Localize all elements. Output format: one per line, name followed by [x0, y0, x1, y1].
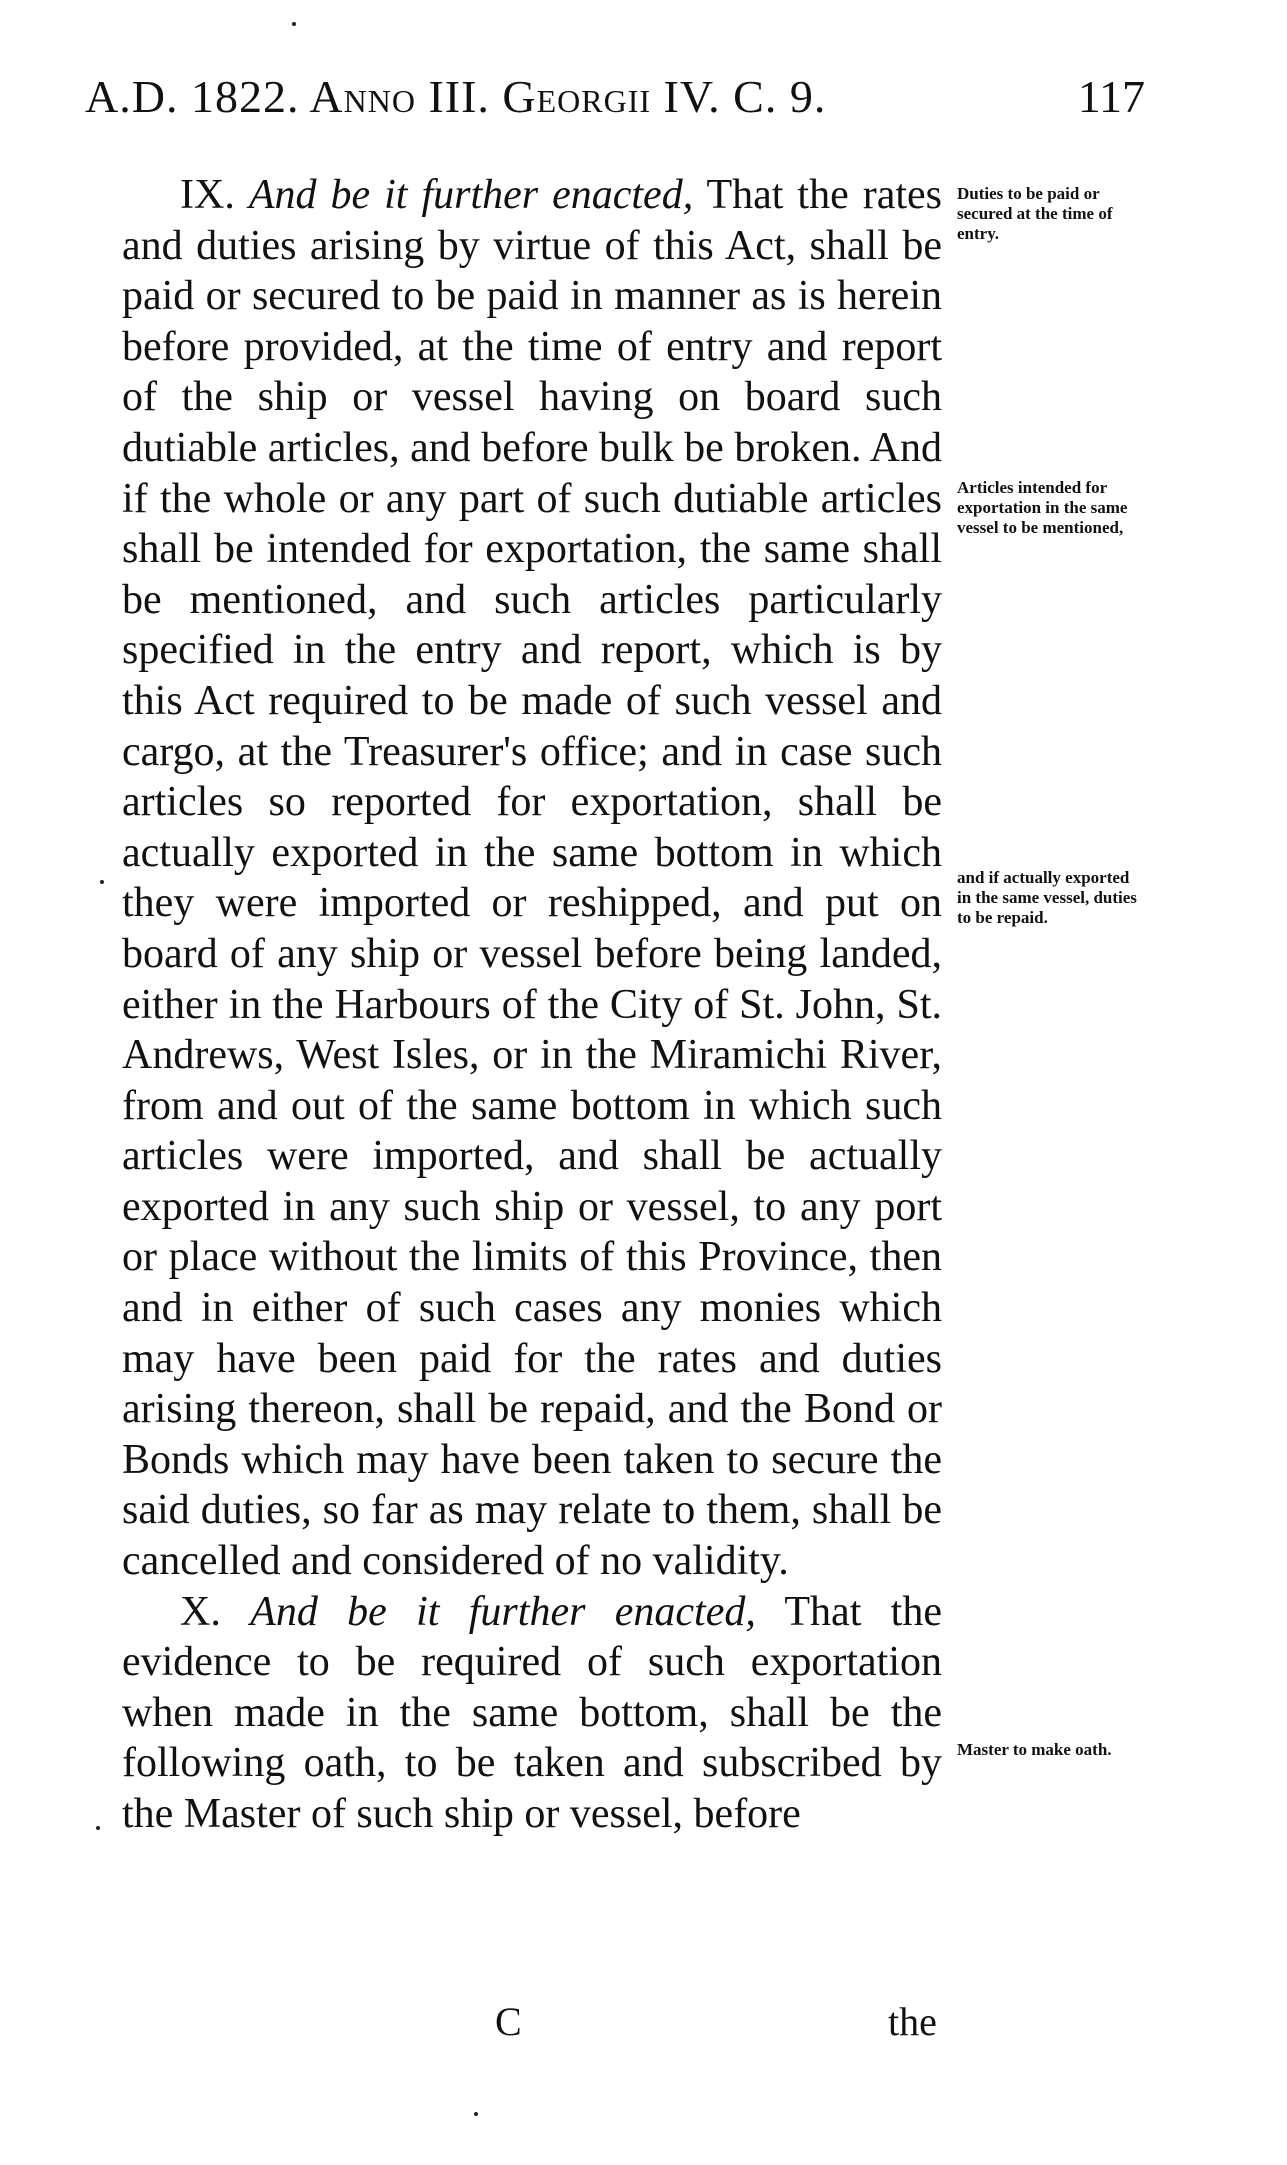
section-number: IX. — [180, 172, 235, 218]
margin-note-oath: Master to make oath. — [957, 1740, 1112, 1759]
signature-mark: C — [495, 1999, 522, 2044]
section-x — [122, 1587, 942, 1840]
enacting-clause: And be it further enacted, — [248, 172, 694, 218]
enacting-clause: And be it further enacted, — [250, 1588, 756, 1635]
margin-note-duties: Duties to be paid or secured at the time of entry. — [957, 184, 1113, 243]
speck — [292, 22, 296, 26]
speck — [100, 880, 104, 884]
running-header — [85, 70, 1145, 130]
margin-note-articles: Articles intended for exportation in the same vessel to be mentioned, — [957, 478, 1128, 537]
section-body: That the rates and duties arising by virtue of this Act, shall be paid or secured to be paid in manner as is herein before provided, at the time of entry and report of the ship or vessel having on board such dutiable articles, and before bulk be broken. And if the whole or any part of such dutiable articles shall be intended for exportation, the same shall be mentioned, and such articles particularly specified in the entry and report, which is by this Act required to be made of such vessel and cargo, at the Treasurer's office; and in case such articles so reported for exportation, shall be actually exported in the same bottom in which they were imported or reshipped, and put on board of any ship or vessel before being landed, either in the Harbours of the City of St. John, St. Andrews, West Isles, or in the Miramichi River, from and out of the same bottom in which such articles were imported, and shall be actually exported in any such ship or vessel, to any port or place without the limits of this Province, then and in either of such cases any monies which may have been paid for the rates and duties arising thereon, shall be repaid, and the Bond or Bonds which may have been taken to secure the said duties, so far as may relate to them, shall be cancelled and considered of no validity. — [122, 172, 942, 1585]
speck — [474, 2112, 478, 2116]
page-number: 117 — [1077, 71, 1145, 122]
section-number: X. — [180, 1588, 221, 1635]
margin-note-repaid: and if actually exported in the same vessel, duties to be repaid. — [957, 868, 1137, 927]
body-text — [122, 170, 942, 1840]
section-ix — [122, 170, 942, 1587]
running-title: A.D. 1822. Anno III. Georgii IV. C. 9. — [85, 71, 827, 122]
speck — [96, 1826, 100, 1830]
catchword: the — [888, 1999, 937, 2044]
section-body: That the evidence to be required of such exportation when made in the same bottom, shall be the following oath, to be taken and subscribed by the Master of such ship or vessel, before — [122, 1588, 942, 1837]
